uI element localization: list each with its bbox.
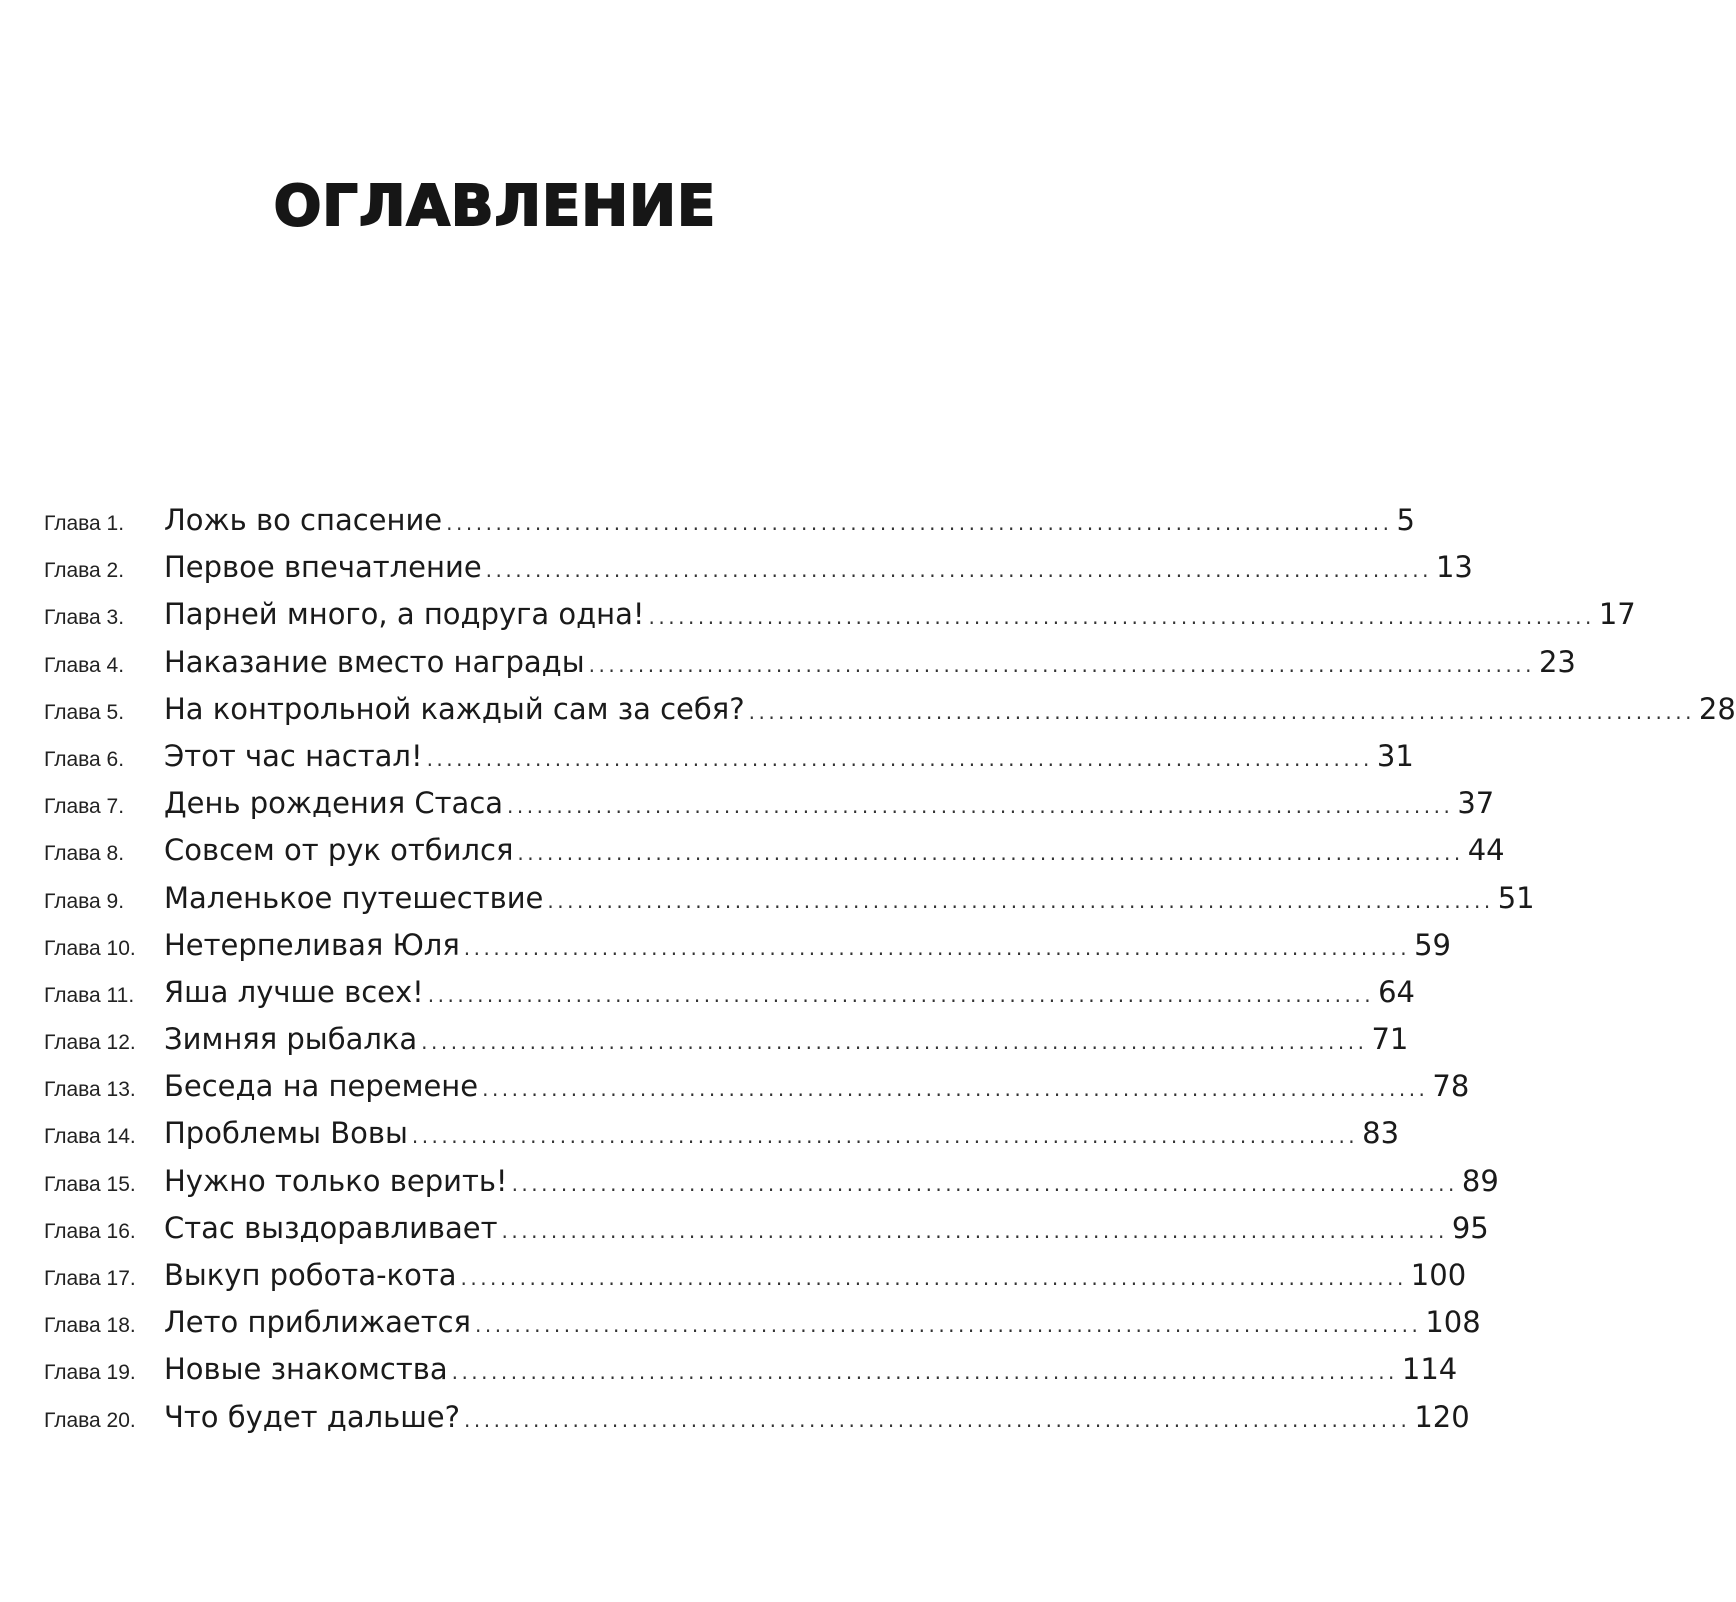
chapter-label: Глава 16.	[44, 1219, 136, 1243]
chapter-label: Глава 6.	[44, 747, 125, 771]
toc-row	[44, 1016, 1409, 1063]
chapter-title: Совсем от рук отбился	[164, 833, 514, 868]
page-number: 108	[1425, 1305, 1481, 1340]
page-number: 114	[1401, 1352, 1458, 1387]
chapter-title: Наказание вместо награды	[164, 644, 585, 679]
chapter-title: Лето приближается	[164, 1305, 472, 1340]
chapter-label: Глава 8.	[44, 842, 125, 866]
chapter-title: День рождения Стаса	[164, 786, 504, 821]
page-number: 71	[1371, 1022, 1409, 1057]
chapter-label: Глава 17.	[44, 1267, 136, 1290]
toc-row	[44, 875, 1535, 922]
toc-row	[44, 780, 1495, 827]
chapter-label: Глава 2.	[44, 559, 125, 583]
dot-leader: ................................................................................................	[411, 1124, 1359, 1149]
toc-row	[44, 1299, 1481, 1346]
toc-row	[44, 1205, 1489, 1252]
chapter-title: Проблемы Вовы	[164, 1116, 408, 1151]
chapter-title: Маленькое путешествие	[164, 880, 544, 915]
page-number: 44	[1467, 833, 1505, 868]
chapter-label: Глава 3.	[44, 606, 125, 630]
dot-leader: ................................................................................................	[426, 746, 1373, 771]
page-number: 13	[1435, 550, 1473, 585]
chapter-title: Парней много, а подруга одна!	[164, 597, 645, 632]
chapter-title: Выкуп робота-кота	[164, 1258, 457, 1292]
dot-leader: ................................................................................................	[464, 1407, 1411, 1432]
chapter-title: Нетерпеливая Юля	[164, 927, 460, 962]
page-number: 23	[1538, 644, 1576, 679]
chapter-label: Глава 14.	[44, 1125, 136, 1149]
dot-leader: ................................................................................................	[451, 1360, 1398, 1385]
page-number: 89	[1461, 1163, 1499, 1198]
dot-leader: ................................................................................................	[427, 982, 1375, 1007]
chapter-label: Глава 1.	[44, 512, 125, 535]
page-number: 100	[1410, 1258, 1467, 1292]
dot-leader: ................................................................................................	[446, 511, 1393, 535]
page-number: 120	[1414, 1399, 1470, 1434]
dot-leader: ................................................................................................	[547, 888, 1494, 913]
chapter-title: На контрольной каждый сам за себя?	[164, 691, 745, 726]
toc-row	[44, 686, 1736, 733]
toc-row	[44, 1158, 1499, 1205]
chapter-label: Глава 20.	[44, 1408, 136, 1432]
chapter-title: Яша лучше всех!	[164, 974, 424, 1009]
page-number: 95	[1451, 1210, 1489, 1245]
chapter-label: Глава 15.	[44, 1172, 136, 1196]
page-number: 78	[1432, 1069, 1470, 1104]
table-of-contents	[44, 497, 1736, 1441]
page-title: ОГЛАВЛЕНИЕ	[273, 174, 717, 239]
page-number: 64	[1378, 974, 1415, 1009]
toc-row	[44, 733, 1414, 780]
chapter-label: Глава 10.	[44, 936, 136, 960]
toc-row	[44, 1252, 1467, 1299]
dot-leader: ................................................................................................	[485, 558, 1432, 583]
toc-row	[44, 1063, 1470, 1110]
dot-leader: ................................................................................................	[748, 699, 1695, 724]
toc-row	[44, 1346, 1458, 1393]
chapter-title: Беседа на перемене	[164, 1069, 479, 1104]
toc-row	[44, 639, 1576, 686]
chapter-label: Глава 11.	[44, 983, 135, 1007]
dot-leader: ................................................................................................	[648, 605, 1595, 630]
chapter-label: Глава 18.	[44, 1314, 136, 1338]
chapter-title: Новые знакомства	[164, 1352, 448, 1387]
page-number: 28	[1698, 691, 1736, 726]
chapter-label: Глава 7.	[44, 795, 125, 819]
toc-row	[44, 1394, 1470, 1441]
toc-row	[44, 544, 1473, 591]
page-number: 17	[1598, 597, 1636, 632]
dot-leader: ................................................................................................	[511, 1171, 1458, 1196]
chapter-title: Зимняя рыбалка	[164, 1022, 418, 1057]
page-number: 31	[1376, 738, 1414, 773]
chapter-label: Глава 9.	[44, 889, 125, 913]
chapter-label: Глава 12.	[44, 1031, 136, 1055]
page-number: 51	[1497, 880, 1535, 915]
toc-row	[44, 1110, 1400, 1157]
dot-leader: ................................................................................................	[421, 1030, 1368, 1055]
dot-leader: ................................................................................................	[501, 1218, 1448, 1243]
dot-leader: ................................................................................................	[475, 1313, 1422, 1338]
chapter-title: Ложь во спасение	[164, 503, 443, 537]
chapter-title: Что будет дальше?	[164, 1399, 461, 1434]
toc-row	[44, 591, 1636, 638]
toc-row	[44, 497, 1415, 544]
chapter-label: Глава 19.	[44, 1361, 136, 1385]
chapter-title: Первое впечатление	[164, 550, 482, 585]
page-number: 83	[1362, 1116, 1400, 1151]
toc-row	[44, 922, 1452, 969]
dot-leader: ................................................................................................	[460, 1266, 1407, 1290]
page-number: 37	[1457, 786, 1495, 821]
toc-row	[44, 969, 1415, 1016]
dot-leader: ................................................................................................	[588, 652, 1535, 677]
chapter-label: Глава 4.	[44, 653, 125, 677]
dot-leader: ................................................................................................	[517, 841, 1464, 866]
chapter-label: Глава 13.	[44, 1078, 136, 1102]
chapter-title: Нужно только верить!	[164, 1163, 508, 1198]
dot-leader: ................................................................................................	[482, 1077, 1429, 1102]
toc-row	[44, 827, 1505, 874]
dot-leader: ................................................................................................	[463, 935, 1411, 960]
chapter-title: Этот час настал!	[164, 738, 423, 773]
page-number: 5	[1396, 503, 1415, 537]
chapter-title: Стас выздоравливает	[164, 1210, 498, 1245]
chapter-label: Глава 5.	[44, 700, 125, 724]
page-number: 59	[1414, 927, 1452, 962]
dot-leader: ................................................................................................	[507, 794, 1454, 819]
